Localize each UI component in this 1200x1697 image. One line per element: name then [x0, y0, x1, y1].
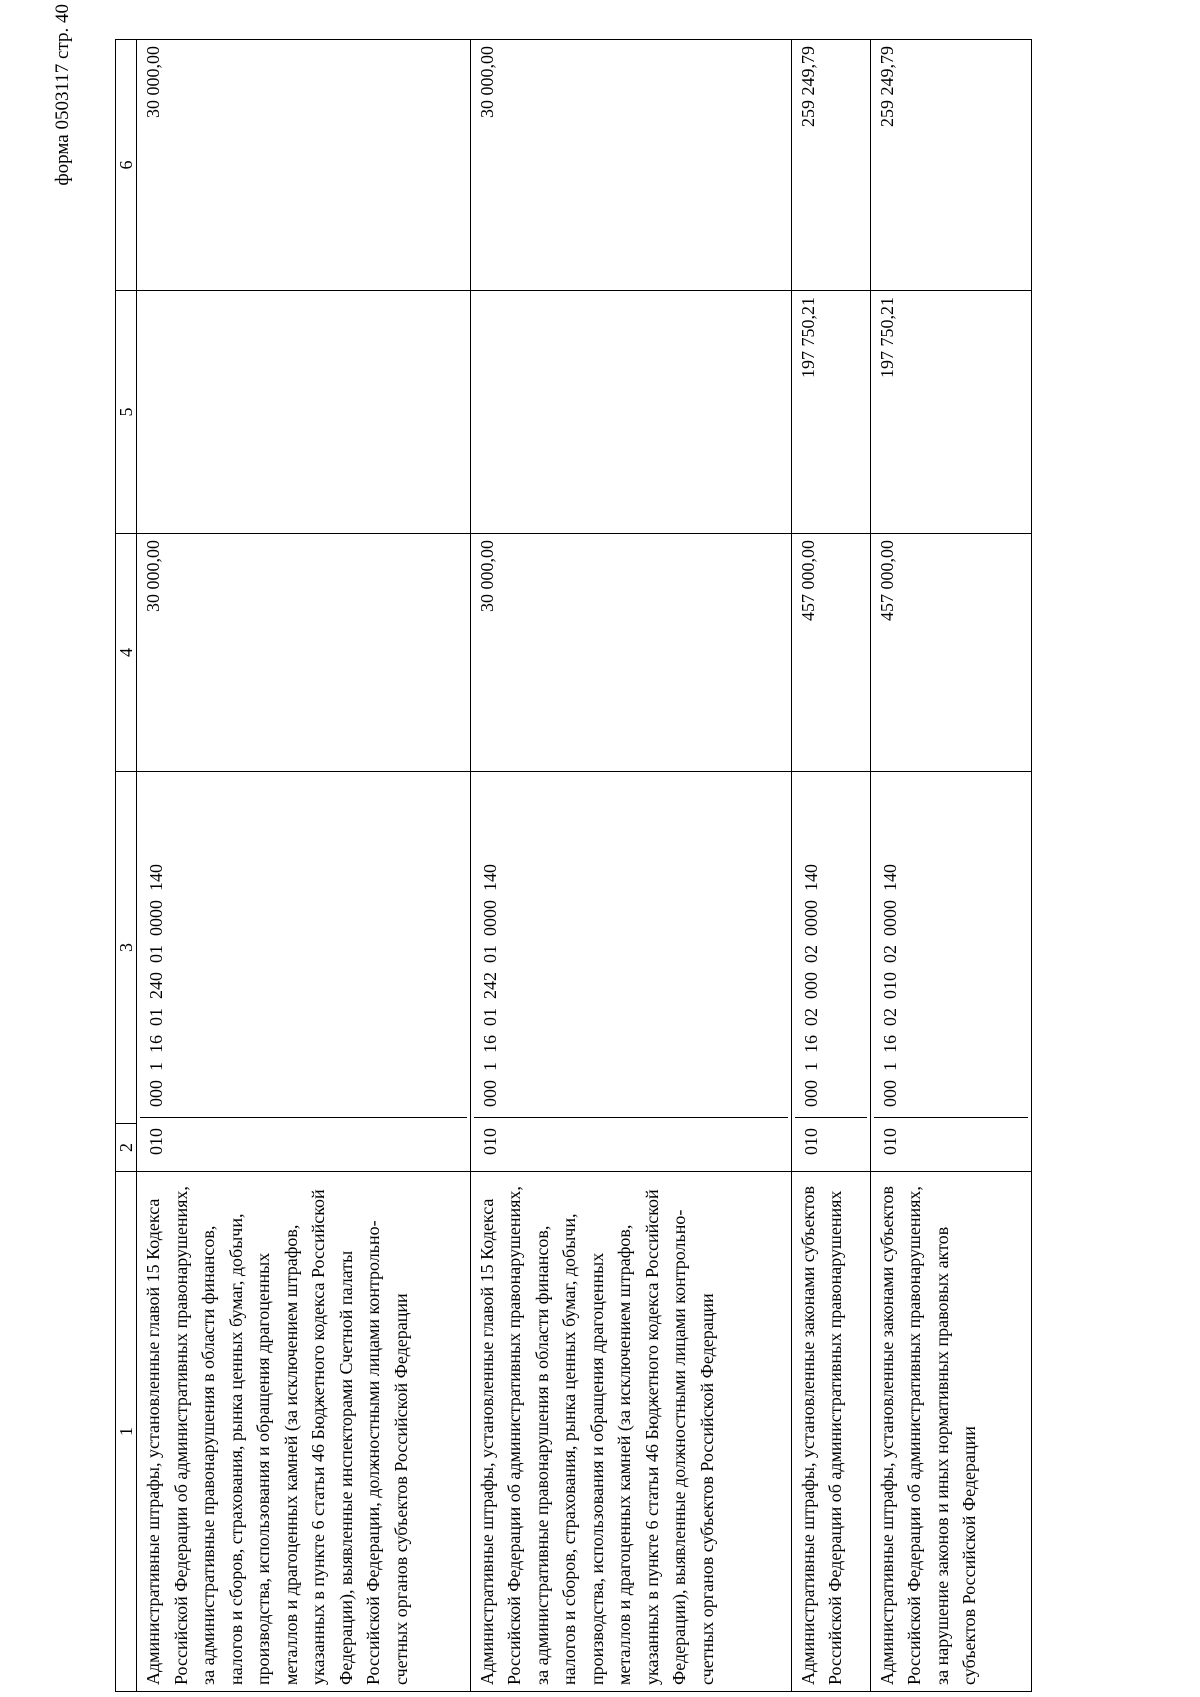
column-header-2: 2 — [116, 1123, 136, 1171]
form-reference: форма 0503117 стр. 40 — [52, 4, 73, 186]
column-header-3: 3 — [116, 943, 136, 952]
row-codes — [791, 772, 870, 1172]
executed-value: 197 750,21 — [870, 291, 1031, 534]
line-code: 010 — [140, 1117, 466, 1165]
budget-code: 000 1 16 02 000 02 0000 140 — [800, 864, 821, 1107]
report-table — [115, 39, 1032, 1692]
budget-code: 000 1 16 01 240 01 0000 140 — [146, 864, 167, 1107]
row-name: Административные штрафы, установленные главой 15 Кодекса Российской Федерации об административных правонарушениях, за административные правонарушения в области финансов, налогов и сборов, страхования, рынка ценных бумаг, добычи, производства, использования и обращения драгоценных металлов и драгоценных камней (за исключением штрафов, указанных в пункте 6 статьи 46 Бюджетного кодекса Российской Федерации), выявленные должностными лицами контрольно-счетных органов субъектов Российской Федерации — [470, 1172, 791, 1692]
header-row — [116, 40, 137, 1692]
column-header-6: 6 — [116, 40, 137, 291]
row-codes — [870, 772, 1031, 1172]
table-row — [470, 40, 791, 1692]
table-row — [137, 40, 470, 1692]
row-name: Административные штрафы, установленные законами субъектов Российской Федерации об административных правонарушениях — [791, 1172, 870, 1692]
row-codes — [137, 772, 470, 1172]
column-header-2-3 — [116, 772, 137, 1172]
executed-value — [470, 291, 791, 534]
table-row — [791, 40, 870, 1692]
column-header-1: 1 — [116, 1172, 137, 1692]
unexecuted-value: 30 000,00 — [137, 40, 470, 291]
executed-value: 197 750,21 — [791, 291, 870, 534]
approved-value: 30 000,00 — [137, 534, 470, 772]
column-header-4: 4 — [116, 534, 137, 772]
budget-code: 000 1 16 02 010 02 0000 140 — [879, 864, 900, 1107]
approved-value: 457 000,00 — [791, 534, 870, 772]
approved-value: 457 000,00 — [870, 534, 1031, 772]
row-name: Административные штрафы, установленные законами субъектов Российской Федерации об административных правонарушениях, за нарушение законов и иных нормативных правовых актов субъектов Российской Федерации — [870, 1172, 1031, 1692]
report-table-wrapper — [115, 40, 1032, 1692]
unexecuted-value: 259 249,79 — [791, 40, 870, 291]
row-name: Административные штрафы, установленные главой 15 Кодекса Российской Федерации об административных правонарушениях, за административные правонарушения в области финансов, налогов и сборов, страхования, рынка ценных бумаг, добычи, производства, использования и обращения драгоценных металлов и драгоценных камней (за исключением штрафов, указанных в пункте 6 статьи 46 Бюджетного кодекса Российской Федерации), выявленные инспекторами Счетной палаты Российской Федерации, должностными лицами контрольно-счетных органов субъектов Российской Федерации — [137, 1172, 470, 1692]
row-codes — [470, 772, 791, 1172]
executed-value — [137, 291, 470, 534]
table-row — [870, 40, 1031, 1692]
unexecuted-value: 259 249,79 — [870, 40, 1031, 291]
line-code: 010 — [474, 1117, 788, 1165]
unexecuted-value: 30 000,00 — [470, 40, 791, 291]
approved-value: 30 000,00 — [470, 534, 791, 772]
line-code: 010 — [874, 1117, 1028, 1165]
budget-code: 000 1 16 01 242 01 0000 140 — [479, 864, 500, 1107]
column-header-5: 5 — [116, 291, 137, 534]
line-code: 010 — [795, 1117, 867, 1165]
